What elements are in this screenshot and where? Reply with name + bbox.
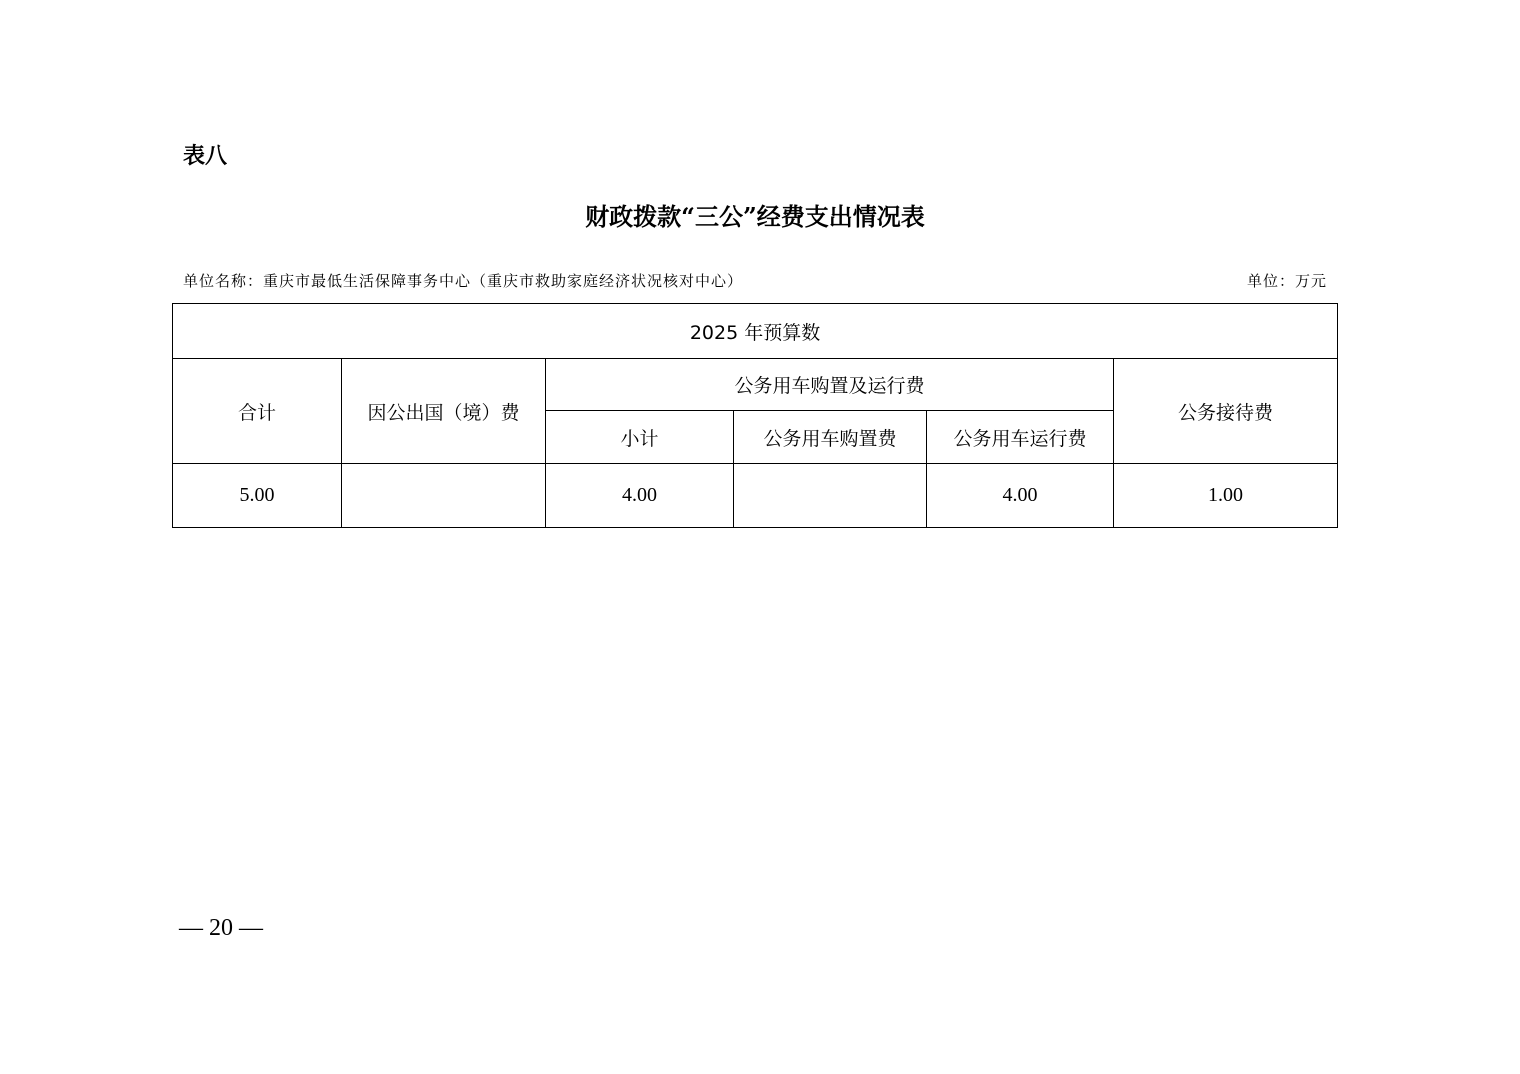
cell-vehicle-purchase bbox=[734, 464, 927, 528]
page-number: — 20 — bbox=[179, 915, 263, 941]
header-reception: 公务接待费 bbox=[1114, 359, 1338, 464]
header-vehicle-purchase: 公务用车购置费 bbox=[734, 411, 927, 464]
cell-overseas bbox=[342, 464, 546, 528]
cell-vehicle-subtotal: 4.00 bbox=[546, 464, 734, 528]
header-vehicle-subtotal: 小计 bbox=[546, 411, 734, 464]
header-vehicle-operation: 公务用车运行费 bbox=[927, 411, 1114, 464]
budget-table bbox=[172, 303, 1338, 528]
table-year-row bbox=[173, 304, 1338, 359]
table-number: 表八 bbox=[183, 144, 228, 169]
unit-name: 单位名称：重庆市最低生活保障事务中心（重庆市救助家庭经济状况核对中心） bbox=[183, 272, 744, 290]
cell-total: 5.00 bbox=[173, 464, 342, 528]
table-row bbox=[173, 464, 1338, 528]
header-vehicle-group: 公务用车购置及运行费 bbox=[546, 359, 1114, 411]
document-title: 财政拨款“三公”经费支出情况表 bbox=[585, 202, 925, 231]
header-total: 合计 bbox=[173, 359, 342, 464]
year-header-cell: 2025 年预算数 bbox=[173, 304, 1338, 359]
cell-vehicle-operation: 4.00 bbox=[927, 464, 1114, 528]
header-overseas: 因公出国（境）费 bbox=[342, 359, 546, 464]
table-header-row bbox=[173, 359, 1338, 411]
unit-of-measure: 单位：万元 bbox=[1246, 272, 1327, 290]
cell-reception: 1.00 bbox=[1114, 464, 1338, 528]
